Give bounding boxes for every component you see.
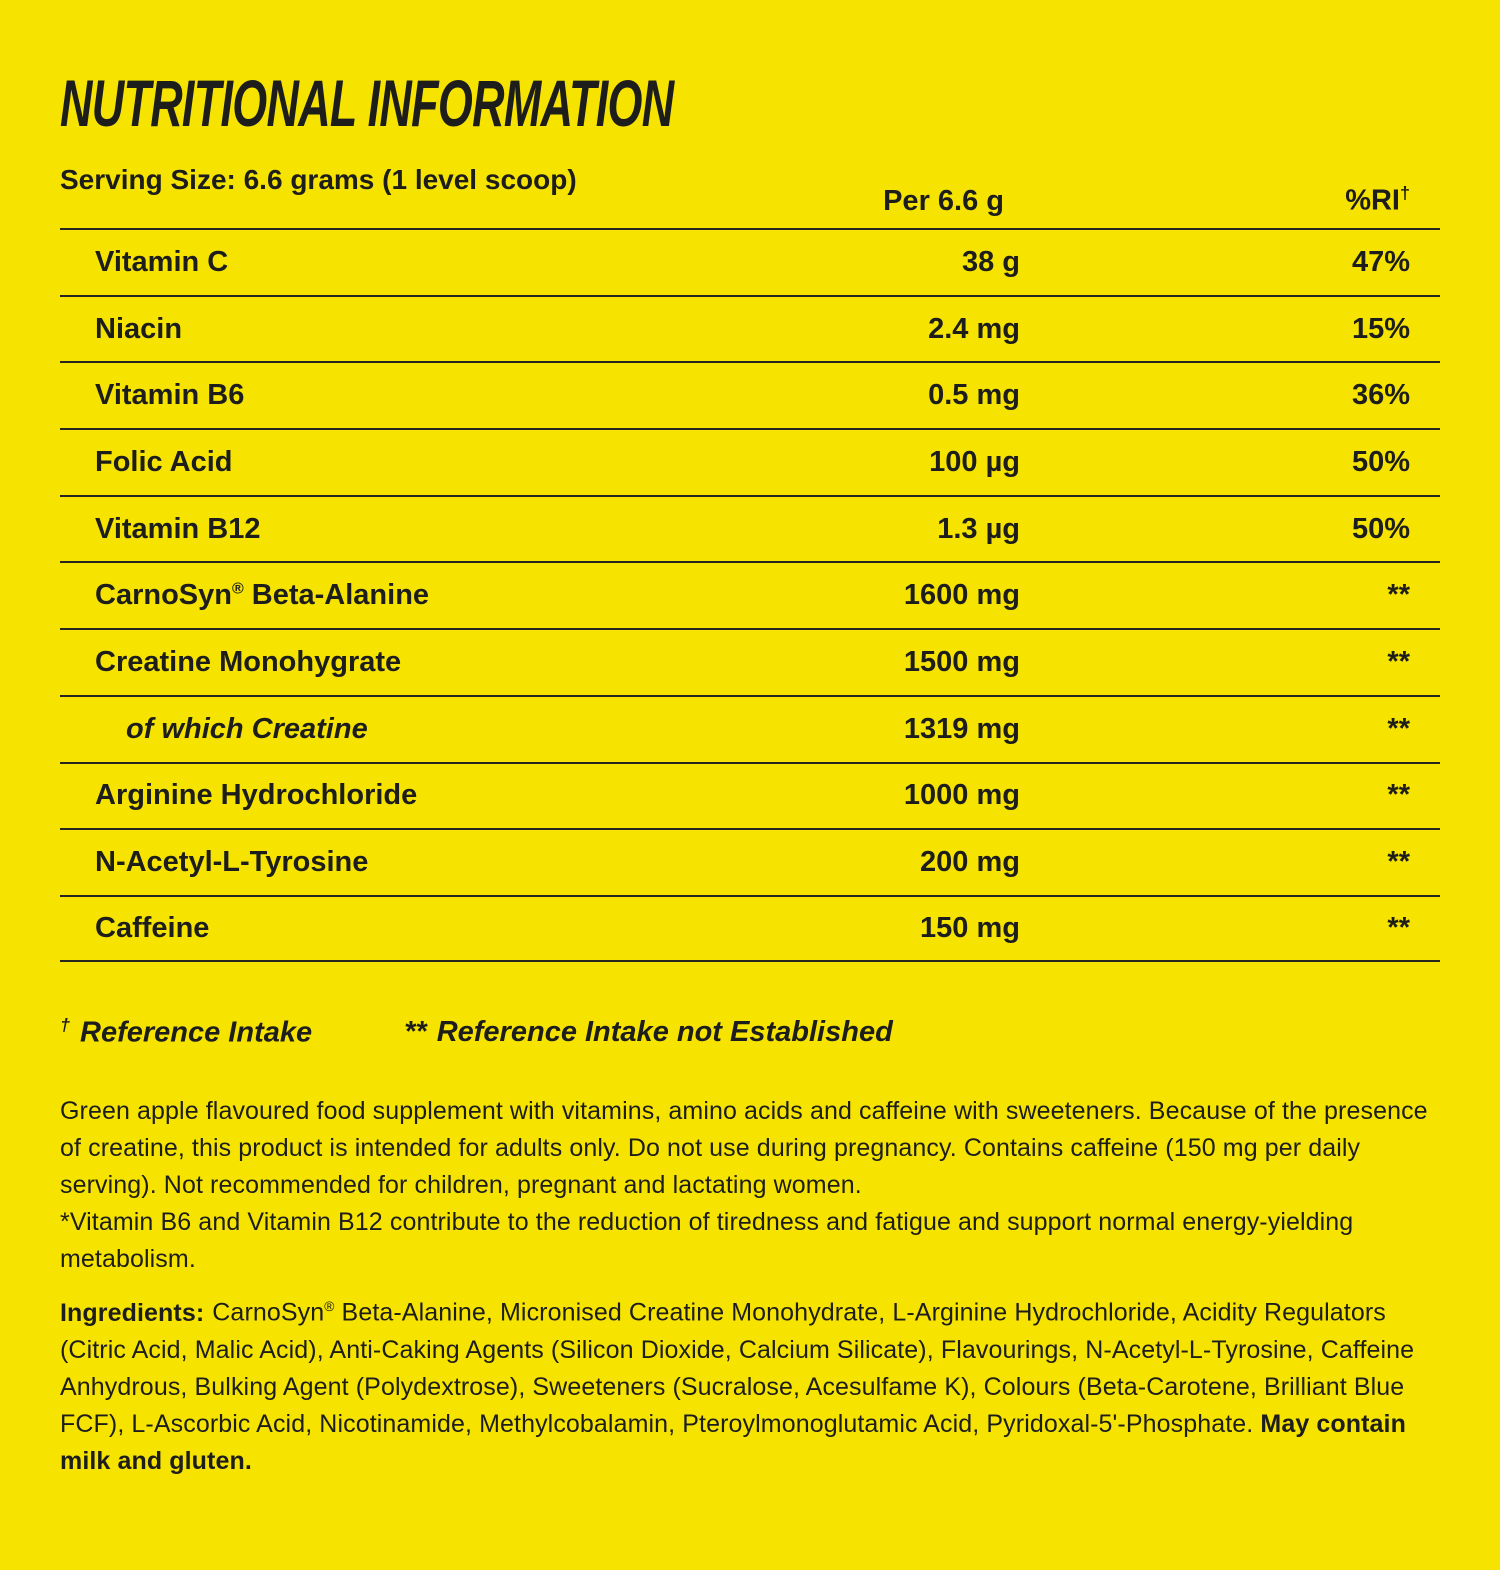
nutrient-name: Folic Acid <box>95 445 233 478</box>
description-text: Green apple flavoured food supplement with vitamins, amino acids and caffeine with sweeteners. Because of the presence of creatine, this product is intended for adults only. Do not use during pregnancy. Contains caffeine (150 mg per daily serving). Not recommended for children, pregnant and lactating women. <box>60 1097 1428 1200</box>
nutrient-ri: ** <box>1387 712 1410 745</box>
table-row <box>60 628 1440 695</box>
nutrient-ri: 47% <box>1351 245 1410 278</box>
nutrient-amount: 1500 mg <box>903 645 1020 678</box>
nutrient-name: Niacin <box>95 312 183 345</box>
nutrient-amount: 0.5 mg <box>928 379 1020 412</box>
page-title: NUTRITIONAL INFORMATION <box>60 66 674 140</box>
nutrient-name: Arginine Hydrochloride <box>95 779 418 812</box>
nutrition-table <box>60 228 1440 962</box>
nutrient-name: Creatine Monohygrate <box>95 645 402 678</box>
nutrient-name: Vitamin C <box>95 245 229 278</box>
nutrient-ri: ** <box>1387 846 1410 879</box>
footnote-ri-not-established <box>404 1015 893 1049</box>
nutrient-amount: 1.3 µg <box>937 512 1020 545</box>
nutrient-amount: 1319 mg <box>903 712 1020 745</box>
nutrient-ri: 50% <box>1351 512 1410 545</box>
nutrient-ri: ** <box>1387 911 1410 944</box>
nutrient-name: Vitamin B6 <box>95 379 245 412</box>
nutrient-ri: 15% <box>1351 312 1410 345</box>
table-row-sub-item <box>60 695 1440 762</box>
registered-trademark-symbol: ® <box>324 1299 335 1315</box>
nutrient-amount: 200 mg <box>920 846 1020 879</box>
table-row <box>60 295 1440 362</box>
nutrient-name-text: CarnoSyn <box>95 579 232 612</box>
nutrient-name <box>60 579 700 612</box>
nutrient-ri: 50% <box>1351 445 1410 478</box>
nutrient-name: Vitamin B12 <box>95 512 261 545</box>
nutrient-amount: 38 g <box>961 245 1020 278</box>
nutrient-name-text: Beta-Alanine <box>243 579 430 612</box>
footnote-text: Reference Intake not Established <box>436 1016 893 1049</box>
dagger-symbol: † <box>60 1014 70 1035</box>
table-row <box>60 495 1440 562</box>
ingredients-label: Ingredients: <box>60 1298 205 1327</box>
double-asterisk-symbol: ** <box>404 1016 427 1049</box>
nutrient-ri: ** <box>1387 579 1410 612</box>
table-row <box>60 428 1440 495</box>
nutrition-label <box>0 66 1500 1570</box>
vitamin-note-text: *Vitamin B6 and Vitamin B12 contribute to the reduction of tiredness and fatigue and support normal energy-yielding metabolism. <box>60 1208 1354 1274</box>
table-row <box>60 228 1440 295</box>
nutrient-amount: 100 µg <box>929 445 1020 478</box>
ri-label: %RI <box>1345 185 1400 217</box>
nutrient-ri: ** <box>1387 645 1410 678</box>
product-description <box>60 1093 1440 1278</box>
table-row <box>60 895 1440 962</box>
nutrient-amount: 1600 mg <box>903 579 1020 612</box>
nutrient-name: Caffeine <box>95 911 210 944</box>
footnote-text: Reference Intake <box>80 1016 313 1049</box>
ingredients-paragraph <box>60 1288 1440 1479</box>
table-row <box>60 361 1440 428</box>
footnotes <box>60 1008 1440 1050</box>
nutrient-name: N-Acetyl-L-Tyrosine <box>95 846 369 879</box>
table-header-row <box>60 150 1440 228</box>
nutrient-amount: 1000 mg <box>903 779 1020 812</box>
footnote-reference-intake <box>60 1008 312 1050</box>
table-row <box>60 762 1440 829</box>
allergen-note: May contain milk and gluten. <box>60 1409 1406 1475</box>
ingredients-text: Beta-Alanine, Micronised Creatine Monohydrate, L-Arginine Hydrochloride, Acidity Regulators (Citric Acid, Malic Acid), Anti-Caking Agents (Silicon Dioxide, Calcium Silicate), Flavourings, N-Acetyl-L-Tyrosine, Caffeine Anhydrous, Bulking Agent (Polydextrose), Sweeteners (Sucralose, Acesulfame K), Colours (Beta-Carotene, Brilliant Blue FCF), L-Ascorbic Acid, Nicotinamide, Methylcobalamin, Pteroylmonoglutamic Acid, Pyridoxal-5'-Phosphate. <box>60 1298 1415 1438</box>
dagger-symbol: † <box>1400 183 1410 204</box>
nutrient-ri: 36% <box>1351 379 1410 412</box>
column-header-ri <box>1020 183 1440 218</box>
nutrient-amount: 150 mg <box>920 911 1020 944</box>
nutrient-name: of which Creatine <box>126 712 368 745</box>
column-header-per-serving: Per 6.6 g <box>883 185 1004 217</box>
nutrient-ri: ** <box>1387 779 1410 812</box>
table-row <box>60 828 1440 895</box>
nutrient-amount: 2.4 mg <box>928 312 1020 345</box>
ingredients-text: CarnoSyn <box>212 1298 325 1327</box>
registered-trademark-symbol: ® <box>231 580 244 598</box>
serving-size-label: Serving Size: 6.6 grams (1 level scoop) <box>60 164 577 195</box>
table-row <box>60 561 1440 628</box>
